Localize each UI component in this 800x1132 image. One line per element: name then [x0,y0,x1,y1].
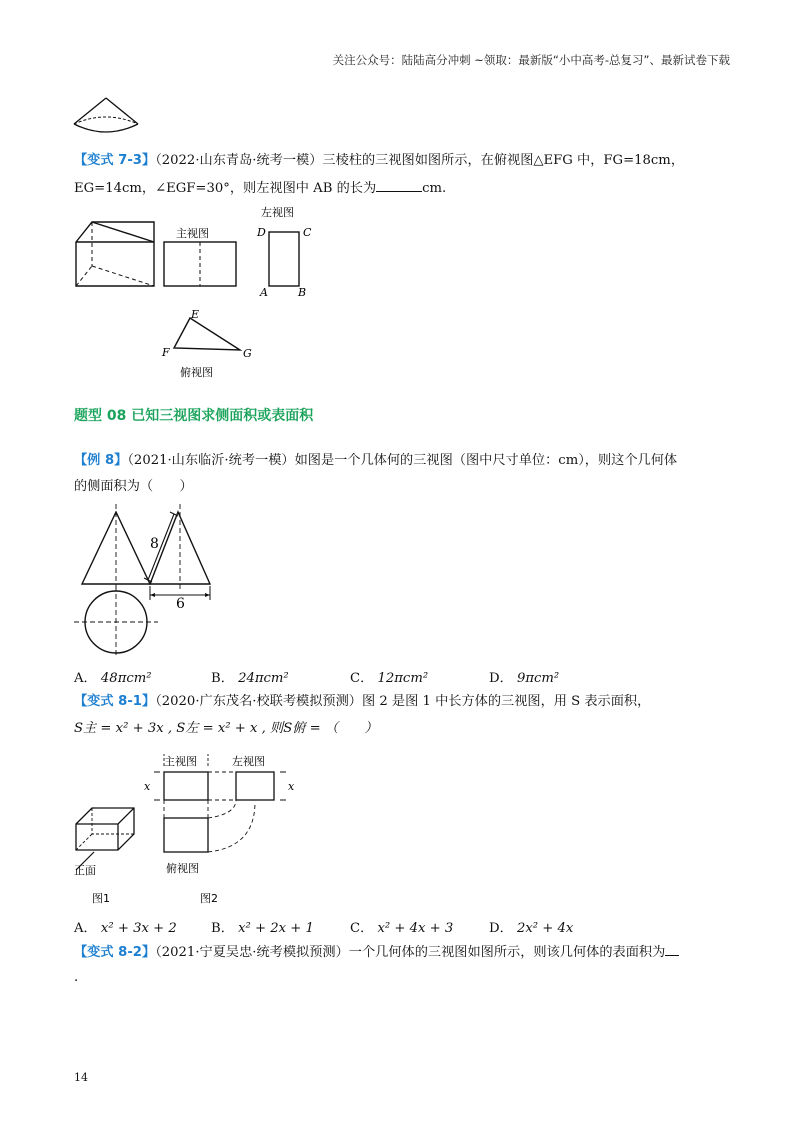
label-c: C [303,226,312,239]
option-d: D． 9πcm² [489,671,560,686]
option-8-1-a: A． x² + 3x + 2 [74,921,177,936]
variant-7-3-line2 [74,181,446,197]
variant-7-3-line1 [74,153,684,169]
example-8-tag: 【例 8】 [74,453,128,468]
variant-7-3-text1: （2022·山东青岛·统考一模）三棱柱的三视图如图所示，在俯视图△EFG 中，FG=18cm， [155,153,685,168]
variant-8-1-formula: S主 = x² + 3x , S左 = x² + x , 则S俯 = （ ） [74,721,378,736]
variant-8-2-tag: 【变式 8-2】 [74,945,156,960]
front-view-rect [164,772,208,800]
label-b: B [298,286,307,299]
variant-8-2-line1 [74,945,679,961]
option-8-1-b: B． x² + 2x + 1 [211,921,314,936]
option-b: B． 24πcm² [211,671,289,686]
front-view-label: 主视图 [176,227,209,240]
cuboid-three-views [70,742,300,907]
variant-8-1-line1 [74,694,650,710]
variant-8-1-tag: 【变式 8-1】 [74,694,156,709]
left-view [269,232,299,286]
left-view-label-2: 左视图 [232,755,265,768]
cuboid-solid [76,808,134,850]
answer-blank-2 [665,955,679,956]
variant-7-3-unit: cm. [422,181,447,196]
option-8-1-c: C． x² + 4x + 3 [350,921,454,936]
page-number: 14 [74,1071,88,1084]
example-8-line2: 的侧面积为（ ） [74,479,193,494]
prism-three-views [70,200,330,385]
top-view-label-2: 俯视图 [166,862,199,875]
example-8-text1: （2021·山东临沂·统考一模）如图是一个几体何的三视图（图中尺寸单位：cm），则这个几何体 [127,453,678,468]
section-title: 题型 08 已知三视图求侧面积或表面积 [74,408,314,424]
variant-8-2-line2: . [74,970,79,985]
left-view-rect [236,772,274,800]
top-view-label: 俯视图 [180,366,213,379]
variant-7-3-text2: EG=14cm，∠EGF=30°，则左视图中 AB 的长为 [74,181,377,196]
dim-x-left: x [288,780,295,793]
label-a: A [260,286,268,299]
label-d: D [257,226,266,239]
answer-blank [376,191,422,192]
variant-7-3-tag: 【变式 7-3】 [74,153,156,168]
page-header: 关注公众号：陆陆高分冲刺 ~领取：最新版“小中高考-总复习”、最新试卷下载 [332,53,730,67]
fig1-caption: 图1 [92,892,110,905]
dim-base: 6 [176,596,185,612]
example-8-line1 [74,453,677,469]
fig2-caption: 图2 [200,892,218,905]
front-view-label-2: 主视图 [164,755,197,768]
variant-8-2-text1: （2021·宁夏吴忠·统考模拟预测）一个几何体的三视图如图所示，则该几何体的表面积为 [155,945,666,960]
top-view-rect [164,818,208,852]
label-f: F [162,346,170,359]
variant-8-1-text1: （2020·广东茂名·校联考模拟预测）图 2 是图 1 中长方体的三视图，用 S 表示面积， [155,694,651,709]
front-view [164,242,236,286]
option-8-1-d: D． 2x² + 4x [489,921,574,936]
prism-solid [76,222,154,286]
cone-figure [70,96,150,136]
left-view-label: 左视图 [261,206,294,219]
label-e: E [191,308,200,321]
dim-x-front: x [144,780,151,793]
face-label: 正面 [74,864,96,877]
cone-three-views [70,500,240,660]
dim-slant: 8 [150,536,159,552]
option-a: A． 48πcm² [74,671,152,686]
option-c: C． 12πcm² [350,671,429,686]
label-g: G [243,347,252,360]
top-view-triangle [174,318,240,350]
